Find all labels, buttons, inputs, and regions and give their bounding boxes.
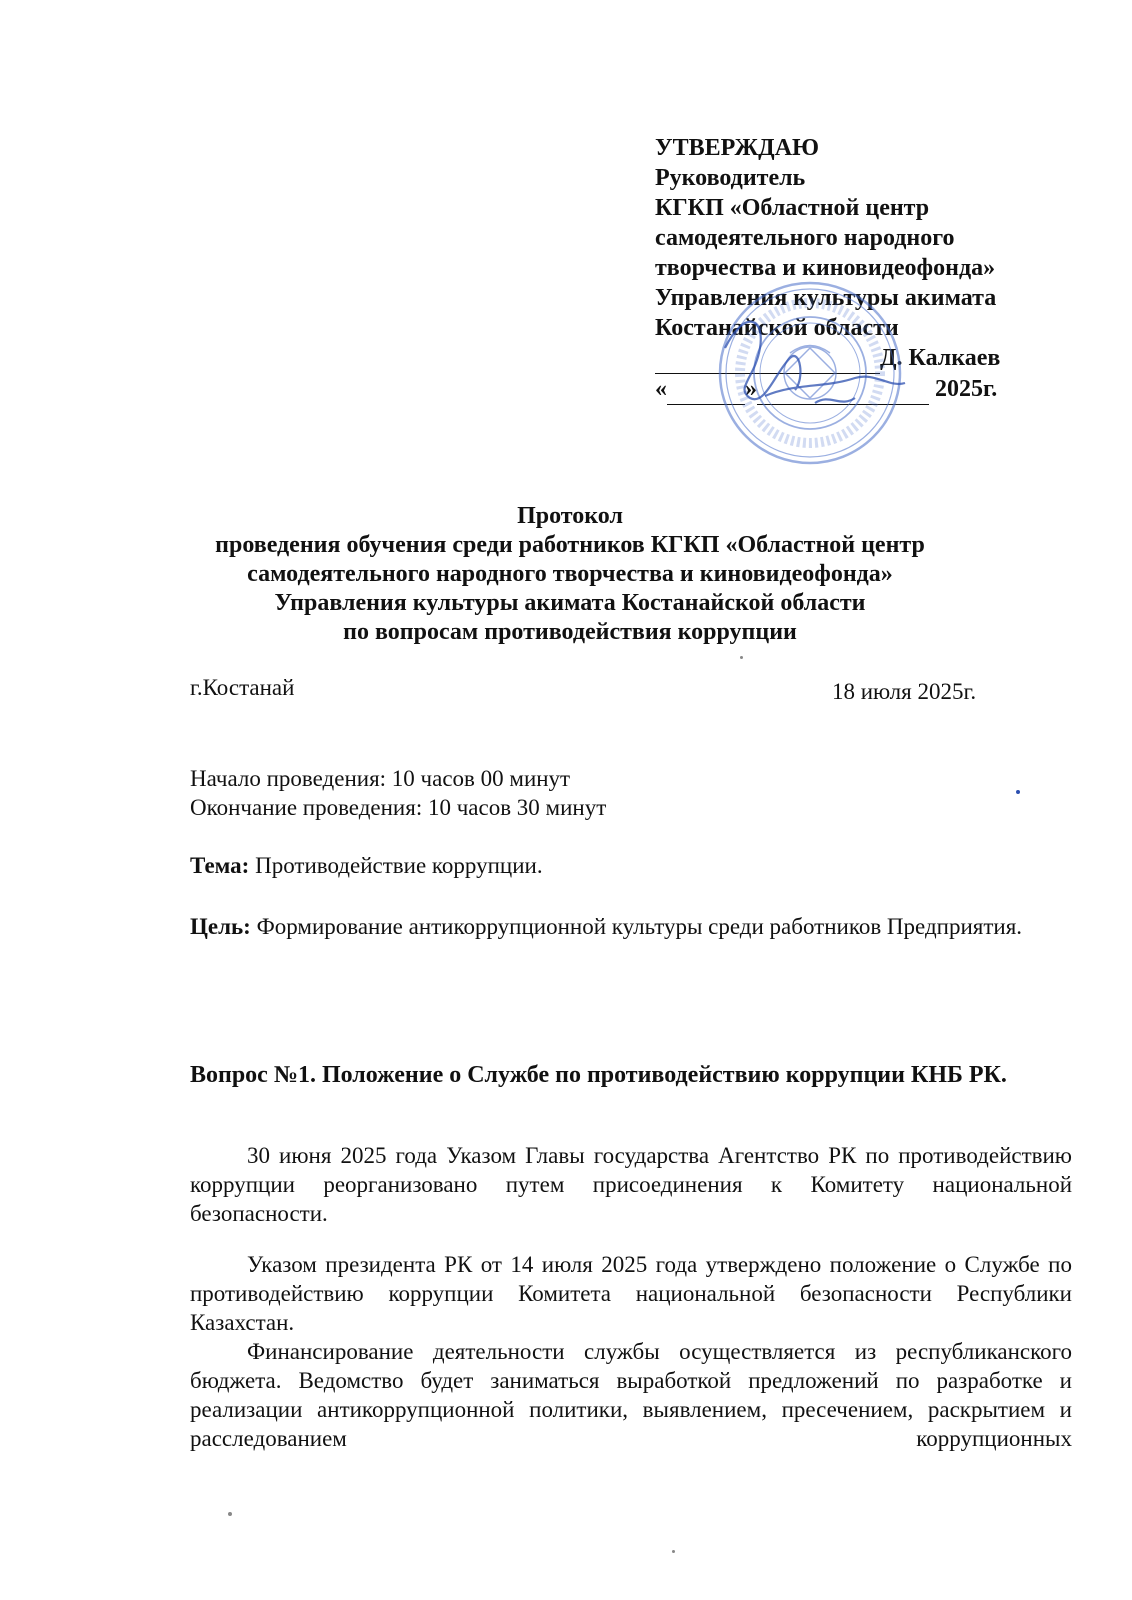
scan-speck xyxy=(672,1550,675,1553)
signer-name: Д. Калкаев xyxy=(880,345,1001,371)
approval-org-line: самодеятельного народного xyxy=(655,225,955,251)
paragraph: Указом президента РК от 14 июля 2025 года утверждено положение о Службе по противодействию коррупции Комитета национальной безопасности Республики Казахстан. xyxy=(190,1252,1072,1335)
question-heading: Вопрос №1. Положение о Службе по противодействию коррупции КНБ РК. xyxy=(190,1062,1007,1088)
end-time: Окончание проведения: 10 часов 30 минут xyxy=(190,795,607,820)
approval-title: УТВЕРЖДАЮ xyxy=(655,135,820,161)
date-open-quote: « xyxy=(655,376,667,402)
scan-speck xyxy=(228,1512,232,1516)
approval-org-line: Костанайской области xyxy=(655,315,899,341)
title-line: Протокол xyxy=(517,503,623,529)
paragraph: Финансирование деятельности службы осуществляется из республиканского бюджета. Ведомство будет заниматься выработкой предложений по разработке и реализации антикоррупционной политики, выявлением, пресечением, раскрытием и расследованием коррупционных xyxy=(190,1339,1072,1451)
official-stamp-icon xyxy=(705,278,915,468)
approval-org-line: Управления культуры акимата xyxy=(655,285,997,311)
topic xyxy=(190,852,543,880)
protocol-title xyxy=(160,502,980,647)
topic-text: Противодействие коррупции. xyxy=(249,853,543,878)
date-close-quote: » xyxy=(745,376,757,402)
title-line: Управления культуры акимата Костанайской области xyxy=(274,590,866,616)
document-date: 18 июля 2025г. xyxy=(832,679,977,704)
title-line: по вопросам противодействия коррупции xyxy=(343,619,797,645)
title-line: проведения обучения среди работников КГКП «Областной центр xyxy=(215,532,925,558)
start-time: Начало проведения: 10 часов 00 минут xyxy=(190,766,571,791)
city: г.Костанай xyxy=(190,675,295,700)
paragraph: 30 июня 2025 года Указом Главы государства Агентство РК по противодействию коррупции реорганизовано путем присоединения к Комитету национальной безопасности. xyxy=(190,1143,1072,1226)
goal-label: Цель: xyxy=(190,914,251,939)
scan-speck xyxy=(1016,790,1020,794)
scan-speck xyxy=(740,656,743,659)
approval-org-line: КГКП «Областной центр xyxy=(655,195,930,221)
approval-org-line: творчества и киновидеофонда» xyxy=(655,255,996,281)
date-year: 2025г. xyxy=(935,376,998,402)
topic-label: Тема: xyxy=(190,853,250,878)
goal-text: Формирование антикоррупционной культуры среди работников Предприятия. xyxy=(250,914,1023,939)
approval-position: Руководитель xyxy=(655,165,806,191)
title-line: самодеятельного народного творчества и киновидеофонда» xyxy=(247,561,893,587)
goal xyxy=(190,912,1072,941)
